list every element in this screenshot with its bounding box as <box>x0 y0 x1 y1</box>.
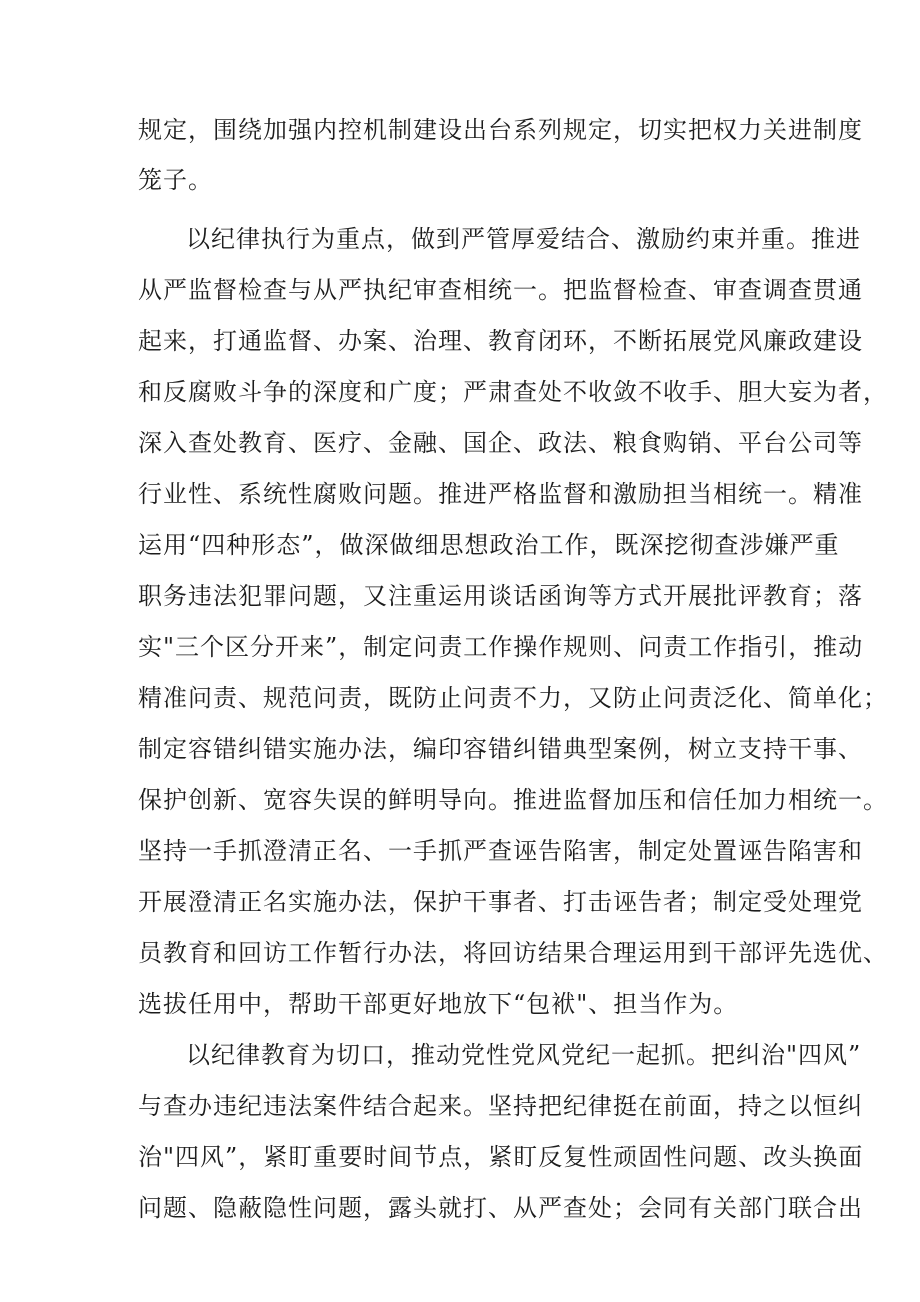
text-line: 员教育和回访工作暂行办法，将回访结果合理运用到干部评先选优、 <box>138 939 888 967</box>
text-line: 选拔任用中，帮助干部更好地放下“包袱"、担当作为。 <box>138 990 739 1018</box>
text-line: 与查办违纪违法案件结合起来。坚持把纪律挺在前面，持之以恒纠 <box>138 1092 863 1120</box>
paragraph-start-line: 以纪律执行为重点，做到严管厚爱结合、激励约束并重。推进 <box>186 225 861 253</box>
text-line: 坚持一手抓澄清正名、一手抓严查诬告陷害，制定处置诬告陷害和 <box>138 837 863 865</box>
text-line: 起来，打通监督、办案、治理、教育闭环，不断拓展党风廉政建设 <box>138 327 863 355</box>
text-line: 问题、隐蔽隐性问题，露头就打、从严查处；会同有关部门联合出 <box>138 1194 863 1222</box>
text-line: 运用“四种形态”，做深做细思想政治工作，既深挖彻查涉嫌严重 <box>138 531 840 559</box>
text-line: 实"三个区分开来”，制定问责工作操作规则、问责工作指引，推动 <box>138 633 864 661</box>
text-line: 规定，围绕加强内控机制建设出台系列规定，切实把权力关进制度 <box>138 116 863 144</box>
text-line: 行业性、系统性腐败问题。推进严格监督和激励担当相统一。精准 <box>138 480 863 508</box>
text-line: 制定容错纠错实施办法，编印容错纠错典型案例，树立支持干事、 <box>138 735 863 763</box>
text-line: 和反腐败斗争的深度和广度；严肃查处不收敛不收手、胆大妄为者， <box>138 378 888 406</box>
text-line: 职务违法犯罪问题，又注重运用谈话函询等方式开展批评教育；落 <box>138 582 863 610</box>
text-line: 从严监督检查与从严执纪审查相统一。把监督检查、审查调查贯通 <box>138 276 863 304</box>
text-line: 精准问责、规范问责，既防止问责不力，又防止问责泛化、简单化； <box>138 684 888 712</box>
text-line: 深入查处教育、医疗、金融、国企、政法、粮食购销、平台公司等 <box>138 429 863 457</box>
text-line: 保护创新、宽容失误的鲜明导向。推进监督加压和信任加力相统一。 <box>138 786 888 814</box>
text-line: 笼子。 <box>138 166 213 194</box>
paragraph-start-line: 以纪律教育为切口，推动党性党风党纪一起抓。把纠治"四风” <box>186 1041 862 1069</box>
text-line: 治"四风”，紧盯重要时间节点，紧盯反复性顽固性问题、改头换面 <box>138 1143 864 1171</box>
text-line: 开展澄清正名实施办法，保护干事者、打击诬告者；制定受处理党 <box>138 888 863 916</box>
